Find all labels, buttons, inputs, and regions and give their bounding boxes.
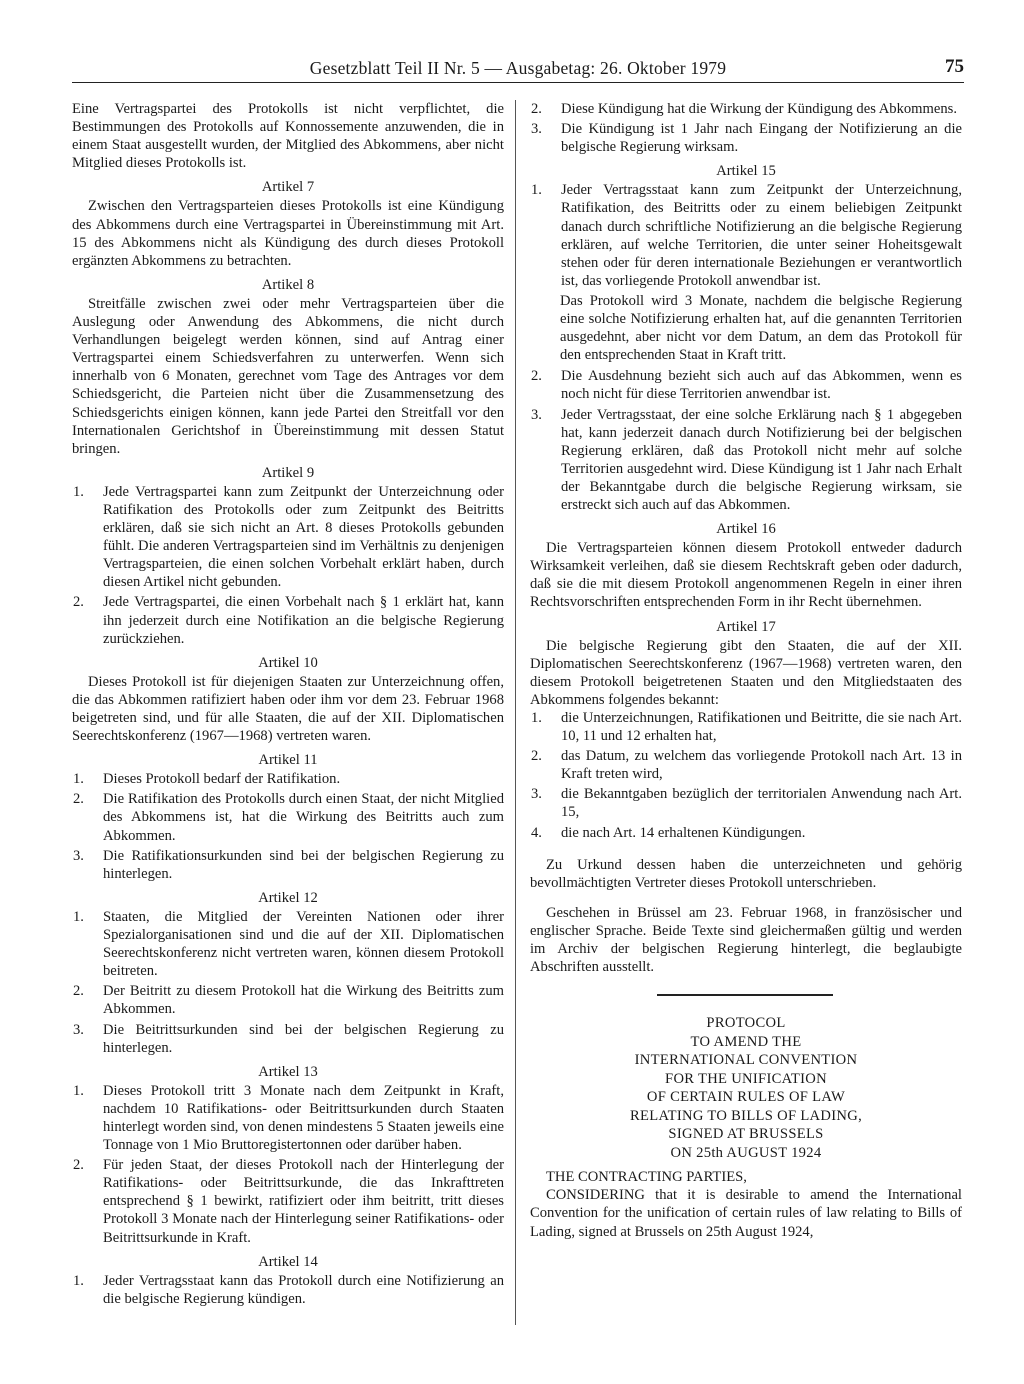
article-10-text: Dieses Protokoll ist für diejenigen Staaten zur Unterzeichnung offen, die das Abkommen ratifiziert haben oder ihm vor dem 23. Februar 1968 beigetreten sind, und für alle Staaten, die auf der XII. Diplomatischen Seerechtskonferenz (1967—1968) vertreten waren. [72, 673, 504, 745]
item-text: Jede Vertragspartei kann zum Zeitpunkt der Unterzeichnung oder Ratifikation des Protokolls oder zum Zeitpunkt des Beitritts erklären, daß sie sich nicht an Art. 8 dieses Protokolls gebunden fühlt. Die anderen Vertragsparteien sind im Verhältnis zu denjenigen Vertragsparteien, die einen solchen Vorbehalt erklärt haben, durch diesen Artikel nicht gebunden. [103, 483, 504, 591]
article-11-item [72, 847, 504, 883]
title-line: TO AMEND THE [690, 1033, 802, 1050]
title-line: RELATING TO BILLS OF LADING, [629, 1107, 863, 1124]
intro-paragraph: Eine Vertragspartei des Protokolls ist nicht verpflichtet, die Bestimmungen des Protokolls auf Konnossemente anzuwenden, die in einem Staat ausgestellt wurden, der Mitglied des Abkommens, aber nicht Mitglied dieses Protokolls ist. [72, 101, 504, 172]
item-number: 1. [73, 1272, 84, 1289]
article-12-item [72, 982, 504, 1018]
page-header [72, 58, 964, 83]
article-7-text: Zwischen den Vertragsparteien dieses Protokolls ist eine Kündigung des Abkommens durch eine Vertragspartei in Übereinstimmung mit Art. 15 des Abkommens nicht als Kündigung des durch dieses Protokoll ergänzten Abkommens zu betrachten. [72, 198, 504, 269]
item-text: die Bekanntgaben bezüglich der territorialen Anwendung nach Art. 15, [561, 786, 962, 821]
item-text: Die Ratifikation des Protokolls durch einen Staat, der nicht Mitglied des Abkommens ist, hat die Wirkung des Beitritts auch zum Abkommen. [103, 791, 504, 844]
contracting-parties: THE CONTRACTING PARTIES, [546, 1169, 747, 1186]
item-number: 1. [531, 710, 542, 726]
article-17-item [530, 709, 962, 745]
item-number: 2. [531, 368, 542, 385]
left-column [72, 100, 504, 1310]
article-17-item [530, 824, 962, 842]
item-text: Der Beitritt zu diesem Protokoll hat die Wirkung des Beitritts zum Abkommen. [103, 983, 504, 1018]
article-15-item [530, 181, 962, 290]
title-line: ON 25th AUGUST 1924 [670, 1144, 822, 1161]
article-12-heading: Artikel 12 [258, 889, 318, 906]
title-line: PROTOCOL [706, 1015, 786, 1032]
article-17-item [530, 747, 962, 783]
item-number: 3. [531, 406, 542, 423]
item-text: Dieses Protokoll bedarf der Ratifikation. [103, 771, 341, 788]
article-17-text: Die belgische Regierung gibt den Staaten, die auf der XII. Diplomatischen Seerechtskonferenz (1967—1968) vertreten waren, den diesem Protokoll beigetretenen Staaten und den Mitgliedstaaten des Abkommens folgendes bekannt: [530, 637, 962, 708]
english-protocol-title [530, 1014, 962, 1162]
item-number: 1. [73, 908, 84, 925]
article-16-heading: Artikel 16 [716, 521, 776, 538]
article-15-item [530, 406, 962, 515]
article-15-heading: Artikel 15 [716, 163, 776, 180]
article-8-heading: Artikel 8 [261, 276, 315, 293]
item-number: 1. [73, 483, 84, 500]
item-text: Jeder Vertragsstaat kann zum Zeitpunkt der Unterzeichnung, Ratifikation, des Beitritts oder zu einem beliebigen Zeitpunkt danach durch schriftliche Notifizierung an die belgische Regierung erklären, auf welche Territorien, die unter seiner Hoheitsgewalt stehen oder für deren internationale Beziehungen er verantwortlich ist, das vorliegende Protokoll anwendbar ist. [561, 182, 962, 289]
item-text: Dieses Protokoll tritt 3 Monate nach dem Zeitpunkt in Kraft, nachdem 10 Ratifikations- oder Beitrittsurkunden durch Staaten hinterlegt worden sind, von denen mindestens 5 Staaten jeweils eine Tonnage von 1 Mio Bruttoregistertonnen oder darüber haben. [103, 1082, 504, 1154]
item-text: Staaten, die Mitglied der Vereinten Nationen oder ihrer Spezialorganisationen sind und die auf der XII. Diplomatischen Seerechtskonferenz nicht vertreten waren, können diesem Protokoll beitreten. [103, 908, 504, 980]
item-number: 2. [73, 983, 84, 1000]
article-13-item [72, 1156, 504, 1246]
item-text: das Datum, zu welchem das vorliegende Protokoll nach Art. 13 in Kraft treten wird, [561, 748, 962, 783]
article-11-item [72, 770, 504, 788]
article-7-heading: Artikel 7 [261, 179, 315, 196]
title-line: OF CERTAIN RULES OF LAW [646, 1089, 846, 1106]
closing-attestation: Zu Urkund dessen haben die unterzeichneten und gehörig bevollmächtigten Vertreter dieses Protokoll unterschrieben. [530, 856, 962, 891]
item-text: Jeder Vertragsstaat kann das Protokoll durch eine Notifizierung an die belgische Regierung kündigen. [103, 1272, 504, 1307]
article-15-item-continuation: Das Protokoll wird 3 Monate, nachdem die belgische Regierung eine solche Notifizierung erhalten hat, auf die genannten Territorien ausgedehnt, aber nicht vor dem Datum, an dem das Protokoll für den entsprechenden Staat in Kraft tritt. [560, 292, 962, 364]
item-text: Jeder Vertragsstaat, der eine solche Erklärung nach § 1 abgegeben hat, kann jederzeit danach durch Notifizierung bei der belgischen Regierung erklären, daß das Protokoll nicht mehr auf solche Territorien ausgedehnt wird. Diese Kündigung ist 1 Jahr nach Erhalt der Bekanntgabe durch die belgische Regierung wirksam, sie erstreckt sich auch auf das Abkommen. [561, 406, 962, 513]
article-8-text: Streitfälle zwischen zwei oder mehr Vertragsparteien über die Auslegung oder Anwendung des Abkommens, die nicht durch Verhandlungen beigelegt werden können, sind auf Antrag einer Vertragspartei einem Schiedsverfahren zu unterwerfen. Wenn sich innerhalb von 6 Monaten, gerechnet vom Tage des Antrages vor dem Schiedsgericht, die Parteien nicht über die Zusammensetzung des Schiedsgerichts einigen können, kann jede Partei den Streitfall vor den Internationalen Gerichtshof in Übereinstimmung mit dessen Statut bringen. [72, 295, 504, 457]
item-number: 2. [73, 594, 84, 611]
right-column [530, 100, 962, 1241]
item-number: 3. [73, 847, 84, 864]
article-9-item [72, 483, 504, 592]
article-14-item [530, 100, 962, 118]
article-11-heading: Artikel 11 [258, 752, 318, 769]
article-13-heading: Artikel 13 [258, 1063, 318, 1080]
item-number: 1. [73, 771, 84, 788]
item-text: Die Ausdehnung bezieht sich auch auf das Abkommen, wenn es noch nicht für diese Territorien anwendbar ist. [561, 368, 962, 403]
section-divider [657, 994, 833, 996]
closing-signature-place: Geschehen in Brüssel am 23. Februar 1968, in französischer und englischer Sprache. Beide Texte sind gleichermaßen gültig und werden im Archiv der belgischen Regierung hinterlegt, die beglaubigte Abschriften ausstellt. [530, 904, 962, 976]
article-12-item [72, 1021, 504, 1057]
article-9-item [72, 593, 504, 647]
header-title: Gesetzblatt Teil II Nr. 5 — Ausgabetag: 26. Oktober 1979 [309, 58, 727, 78]
article-13-item [72, 1082, 504, 1154]
item-text: Die Beitrittsurkunden sind bei der belgischen Regierung zu hinterlegen. [103, 1021, 504, 1056]
item-text: Diese Kündigung hat die Wirkung der Kündigung des Abkommens. [561, 101, 957, 117]
item-number: 3. [531, 121, 542, 138]
title-line: INTERNATIONAL CONVENTION [634, 1052, 858, 1069]
article-12-item [72, 908, 504, 980]
item-number: 3. [531, 786, 542, 803]
article-10-heading: Artikel 10 [258, 654, 318, 671]
article-11-item [72, 790, 504, 844]
article-14-item [72, 1272, 504, 1308]
item-number: 4. [531, 824, 542, 841]
item-number: 3. [73, 1021, 84, 1038]
item-text: die nach Art. 14 erhaltenen Kündigungen. [561, 824, 806, 841]
spacer [530, 844, 962, 856]
column-divider [515, 100, 516, 1325]
item-text: Für jeden Staat, der dieses Protokoll nach der Hinterlegung der Ratifikations- oder Beitrittsurkunde, die das Inkrafttreten entsprechend § 1 bewirkt, ratifiziert oder ihm beitritt, tritt dieses Protokoll 3 Monate nach der Hinterlegung seiner Ratifikations- oder Beitrittsurkunde in Kraft. [103, 1157, 504, 1246]
item-number: 1. [531, 182, 542, 199]
article-14-item [530, 120, 962, 156]
item-number: 2. [73, 791, 84, 808]
item-text: Die Kündigung ist 1 Jahr nach Eingang der Notifizierung an die belgische Regierung wirksam. [561, 121, 962, 156]
item-text: Die Ratifikationsurkunden sind bei der belgischen Regierung zu hinterlegen. [103, 847, 504, 882]
item-number: 2. [73, 1157, 84, 1174]
item-number: 1. [73, 1082, 84, 1099]
title-line: FOR THE UNIFICATION [665, 1070, 827, 1087]
item-number: 2. [531, 748, 542, 765]
article-9-heading: Artikel 9 [261, 464, 315, 481]
item-text: die Unterzeichnungen, Ratifikationen und Beitritte, die sie nach Art. 10, 11 und 12 erhalten hat, [561, 710, 962, 745]
article-17-item [530, 785, 962, 821]
article-14-heading: Artikel 14 [258, 1253, 318, 1270]
considering-paragraph: CONSIDERING that it is desirable to amend the International Convention for the unification of certain rules of law relating to Bills of Lading, signed at Brussels on 25th August 1924, [530, 1187, 962, 1240]
title-line: SIGNED AT BRUSSELS [668, 1126, 824, 1143]
item-number: 2. [531, 101, 542, 117]
item-text: Jede Vertragspartei, die einen Vorbehalt nach § 1 erklärt hat, kann ihn jederzeit durch eine Notifikation an die belgische Regierung zurückziehen. [103, 594, 504, 647]
page-number: 75 [945, 56, 964, 77]
article-16-text: Die Vertragsparteien können diesem Protokoll entweder dadurch Wirksamkeit verleihen, daß sie diesem Rechtskraft geben oder dadurch, daß sie die mit diesem Protokoll angenommenen Regeln in einer ihren Rechtsvorschriften entsprechenden Form in ihr Recht übernehmen. [530, 540, 962, 611]
spacer [530, 892, 962, 904]
article-15-item [530, 367, 962, 403]
article-17-heading: Artikel 17 [716, 618, 776, 635]
